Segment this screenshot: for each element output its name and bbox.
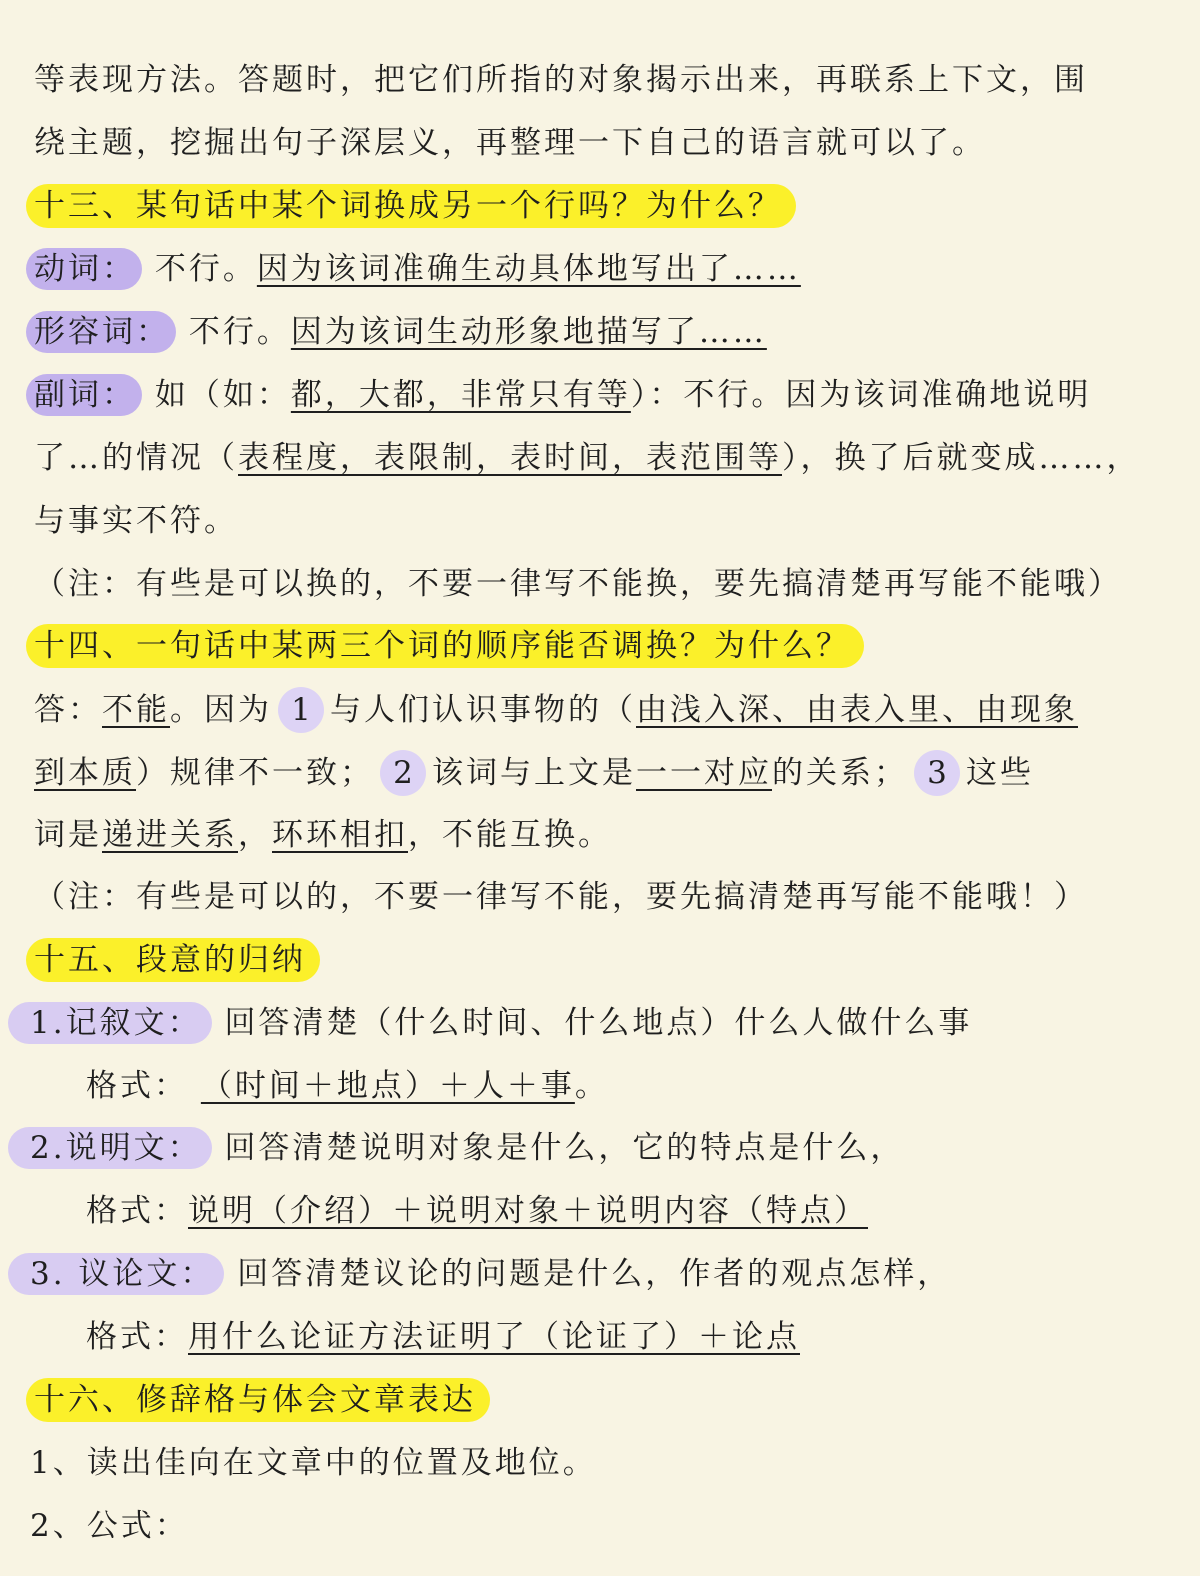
- number-circle-1: 1: [278, 687, 324, 733]
- point-1-pre: 与人们认识事物的（: [330, 692, 636, 728]
- section-13-heading-row: [26, 184, 1200, 228]
- narrative-label: 1.记叙文：: [8, 1002, 212, 1044]
- point-3-pre: 这些: [966, 755, 1034, 791]
- argumentative-format: 用什么论证方法证明了（论证了）＋论点: [188, 1319, 800, 1355]
- expository-text: 回答清楚说明对象是什么，它的特点是什么，: [224, 1130, 905, 1166]
- adverb-line-3: 与事实不符。: [34, 503, 238, 539]
- adverb-label: 副词：: [26, 374, 142, 416]
- answer-label: 答：: [34, 692, 102, 728]
- point-1-after: ）规律不一致；: [136, 755, 374, 791]
- narrative-format-end: 。: [574, 1068, 609, 1104]
- adverb-row: [26, 373, 1200, 417]
- section-16-heading-row: [26, 1378, 1200, 1422]
- number-circle-3: 3: [914, 750, 960, 796]
- argumentative-label: 3. 议论文：: [8, 1253, 224, 1295]
- section-14-heading-row: [26, 624, 1200, 668]
- section-14-heading: 十四、一句话中某两三个词的顺序能否调换？为什么？: [26, 624, 864, 668]
- intro-line-1: 等表现方法。答题时，把它们所指的对象揭示出来，再联系上下文，围: [34, 62, 1088, 98]
- narrative-format-row: [86, 1064, 1200, 1108]
- point-3-l3-pre: 词是: [34, 817, 102, 853]
- argumentative-text: 回答清楚议论的问题是什么，作者的观点怎样，: [237, 1256, 952, 1292]
- point-2-pre: 该词与上文是: [432, 755, 636, 791]
- adverb-line-2: [34, 436, 1200, 480]
- s14-answer-line-1: [34, 687, 1200, 731]
- answer-after: 。因为: [170, 692, 272, 728]
- narrative-text: 回答清楚（什么时间、什么地点）什么人做什么事: [224, 1005, 973, 1041]
- section-15-heading-row: [26, 938, 1200, 982]
- point-2-post: 的关系；: [772, 755, 908, 791]
- point-1-order-end: 到本质: [34, 755, 136, 791]
- expository-format: 说明（介绍）＋说明对象＋说明内容（特点）: [188, 1193, 868, 1229]
- point-3-linked: 环环相扣: [272, 817, 408, 853]
- verb-answer: 不行。: [154, 251, 257, 287]
- adverb-l2-pre: 了…的情况（: [34, 440, 238, 476]
- verb-row: [26, 247, 1200, 291]
- argumentative-format-label: 格式：: [86, 1319, 188, 1355]
- answer-word: 不能: [102, 692, 170, 728]
- s16-item-2: 2、公式：: [30, 1508, 189, 1544]
- adjective-reason: 因为该词生动形象地描写了……: [290, 314, 767, 350]
- adjective-answer: 不行。: [188, 314, 291, 350]
- narrative-format: （时间＋地点）＋人＋事: [200, 1068, 575, 1104]
- expository-label: 2.说明文：: [8, 1127, 212, 1169]
- point-3-post: ，不能互换。: [408, 817, 612, 853]
- verb-reason: 因为该词准确生动具体地写出了……: [256, 251, 801, 287]
- verb-label: 动词：: [26, 248, 142, 290]
- number-circle-2: 2: [380, 750, 426, 796]
- expository-format-row: [86, 1189, 1200, 1233]
- adverb-l2-types: 表程度，表限制，表时间，表范围等: [238, 440, 782, 476]
- point-3-progressive: 递进关系: [102, 817, 238, 853]
- adjective-row: [26, 310, 1200, 354]
- section-13-note: （注：有些是可以换的，不要一律写不能换，要先搞清楚再写能不能哦）: [34, 566, 1122, 602]
- argumentative-format-row: [86, 1315, 1200, 1359]
- s16-item-1: 1、读出佳向在文章中的位置及地位。: [30, 1445, 597, 1481]
- narrative-row: [8, 1001, 1200, 1045]
- expository-format-label: 格式：: [86, 1193, 188, 1229]
- point-2-correspond: 一一对应: [636, 755, 772, 791]
- s14-answer-line-2: [34, 750, 1200, 794]
- adverb-examples: 都，大都，非常只有等: [290, 377, 631, 413]
- point-3-sep: ，: [238, 817, 272, 853]
- expository-row: [8, 1126, 1200, 1170]
- adverb-post: ）：不行。因为该词准确地说明: [630, 377, 1092, 413]
- adjective-label: 形容词：: [26, 311, 176, 353]
- section-14-note: （注：有些是可以的，不要一律写不能，要先搞清楚再写能不能哦！）: [34, 879, 1088, 915]
- argumentative-row: [8, 1252, 1200, 1296]
- narrative-format-label: 格式：: [86, 1068, 188, 1104]
- s14-answer-line-3: [34, 813, 1200, 857]
- section-15-heading: 十五、段意的归纳: [26, 938, 320, 982]
- intro-line-2: 绕主题，挖掘出句子深层义，再整理一下自己的语言就可以了。: [34, 125, 986, 161]
- section-13-heading: 十三、某句话中某个词换成另一个行吗？为什么？: [26, 184, 796, 228]
- section-16-heading: 十六、修辞格与体会文章表达: [26, 1378, 490, 1422]
- adverb-l2-post: ），换了后就变成……，: [782, 440, 1141, 476]
- adverb-pre: 如（如：: [154, 377, 291, 413]
- point-1-order: 由浅入深、由表入里、由现象: [636, 692, 1078, 728]
